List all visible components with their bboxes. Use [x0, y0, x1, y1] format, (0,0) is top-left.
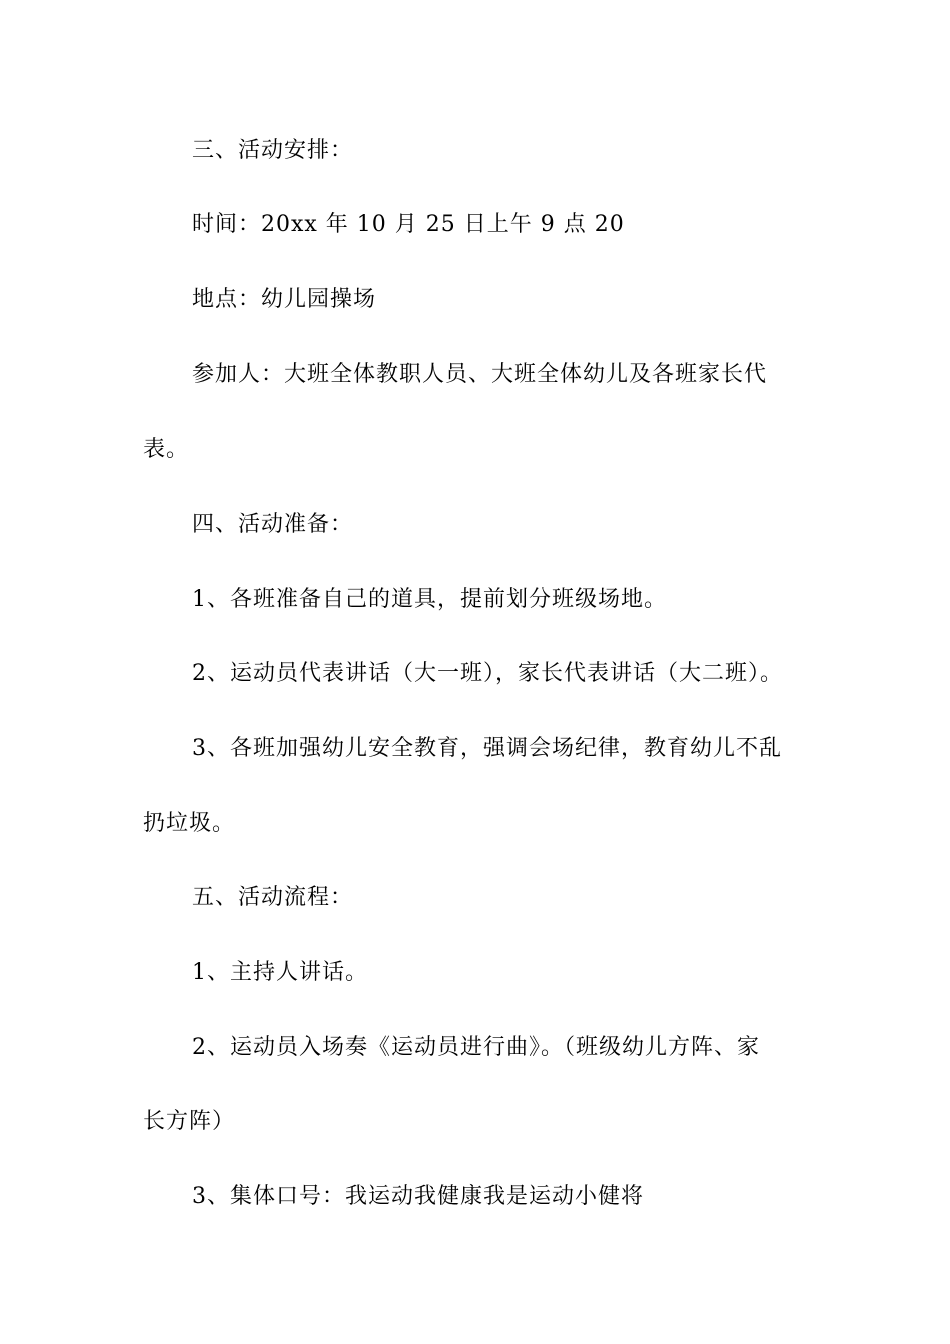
paragraph-location: 地点：幼儿园操场: [192, 287, 377, 312]
paragraph-participants-continued: 表。: [143, 437, 190, 462]
list-item-preparation-2: 2、运动员代表讲话（大一班），家长代表讲话（大二班）。: [192, 661, 783, 686]
section-heading-activity-preparation: 四、活动准备：: [192, 512, 354, 537]
paragraph-time: 时间：20xx 年 10 月 25 日上午 9 点 20: [192, 212, 625, 237]
list-item-process-1: 1、主持人讲话。: [192, 960, 368, 985]
list-item-process-2: 2、运动员入场奏《运动员进行曲》。（班级幼儿方阵、家: [192, 1035, 760, 1060]
section-heading-activity-process: 五、活动流程：: [192, 885, 354, 910]
paragraph-participants: 参加人：大班全体教职人员、大班全体幼儿及各班家长代: [192, 362, 768, 387]
section-heading-activity-schedule: 三、活动安排：: [192, 138, 354, 163]
list-item-process-2-continued: 长方阵）: [143, 1109, 236, 1134]
list-item-preparation-3-continued: 扔垃圾。: [143, 811, 236, 836]
list-item-preparation-1: 1、各班准备自己的道具，提前划分班级场地。: [192, 587, 667, 612]
list-item-process-3: 3、集体口号：我运动我健康我是运动小健将: [192, 1184, 644, 1209]
list-item-preparation-3: 3、各班加强幼儿安全教育，强调会场纪律，教育幼儿不乱: [192, 736, 782, 761]
